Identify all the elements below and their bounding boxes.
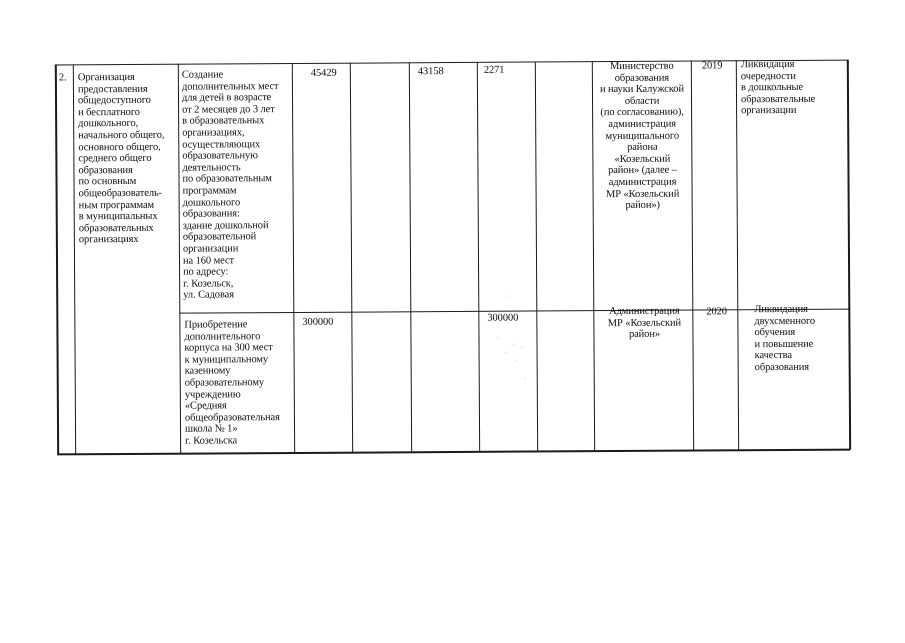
column-divider xyxy=(691,61,694,451)
object-description: Создание дополнительных мест для детей в возрасте от 2 месяцев до 3 лет в образовательных организациях, осуществляющих образовательную деятельность по образовательным программам дошкольного образования: здание дошкольной образовательной организации на 160 мест по адресу: г. Козельск, ул. Садовая xyxy=(181,69,279,301)
column-divider xyxy=(736,60,739,450)
table-right-border xyxy=(847,60,851,450)
column-divider xyxy=(292,63,295,453)
column-divider xyxy=(73,64,76,454)
local-amount: 2271 xyxy=(483,64,505,76)
executor: Администрация МР «Козельский район» xyxy=(607,305,682,341)
expected-result: Ликвидация очередности в дошкольные образовательные организации xyxy=(740,58,816,117)
scan-speck xyxy=(505,352,506,353)
column-divider xyxy=(535,62,538,452)
expected-result: Ликвидация двухсменного обучения и повышение качества образования xyxy=(754,303,816,374)
year: 2020 xyxy=(706,306,727,318)
table-bottom-border xyxy=(57,449,850,456)
column-divider xyxy=(409,62,412,452)
total-amount: 45429 xyxy=(310,67,337,79)
table-top-border xyxy=(55,60,848,66)
scan-speck xyxy=(525,378,526,379)
year: 2019 xyxy=(701,60,723,72)
scan-speck xyxy=(497,338,498,339)
scan-speck xyxy=(509,296,510,297)
executor: Министерство образования и науки Калужской области (по согласованию), администрация муниципального района «Козельский район» (далее – администрация МР «Козельский район») xyxy=(599,60,685,212)
scan-speck xyxy=(522,347,523,348)
row-number: 2. xyxy=(58,72,67,84)
regional-amount: 43158 xyxy=(417,66,444,78)
column-divider xyxy=(350,63,353,453)
event-description: Организация предоставления общедоступного и бесплатного дошкольного, начального общего, основного общего, среднего общего образования по основным общеобразователь- ным программам в муниципальных образовательных организациях xyxy=(77,71,165,246)
column-divider xyxy=(477,62,480,452)
scan-speck xyxy=(513,344,514,345)
column-divider xyxy=(178,64,181,454)
object-description: Приобретение дополнительного корпуса на 300 мест к муниципальному казенному образовательному учреждению «Средняя общеобразовательная школа № 1» г. Козельска xyxy=(184,319,280,447)
scan-speck xyxy=(516,360,517,361)
table-left-border xyxy=(55,64,59,454)
total-amount: 300000 xyxy=(302,316,334,328)
local-amount: 300000 xyxy=(487,312,519,324)
